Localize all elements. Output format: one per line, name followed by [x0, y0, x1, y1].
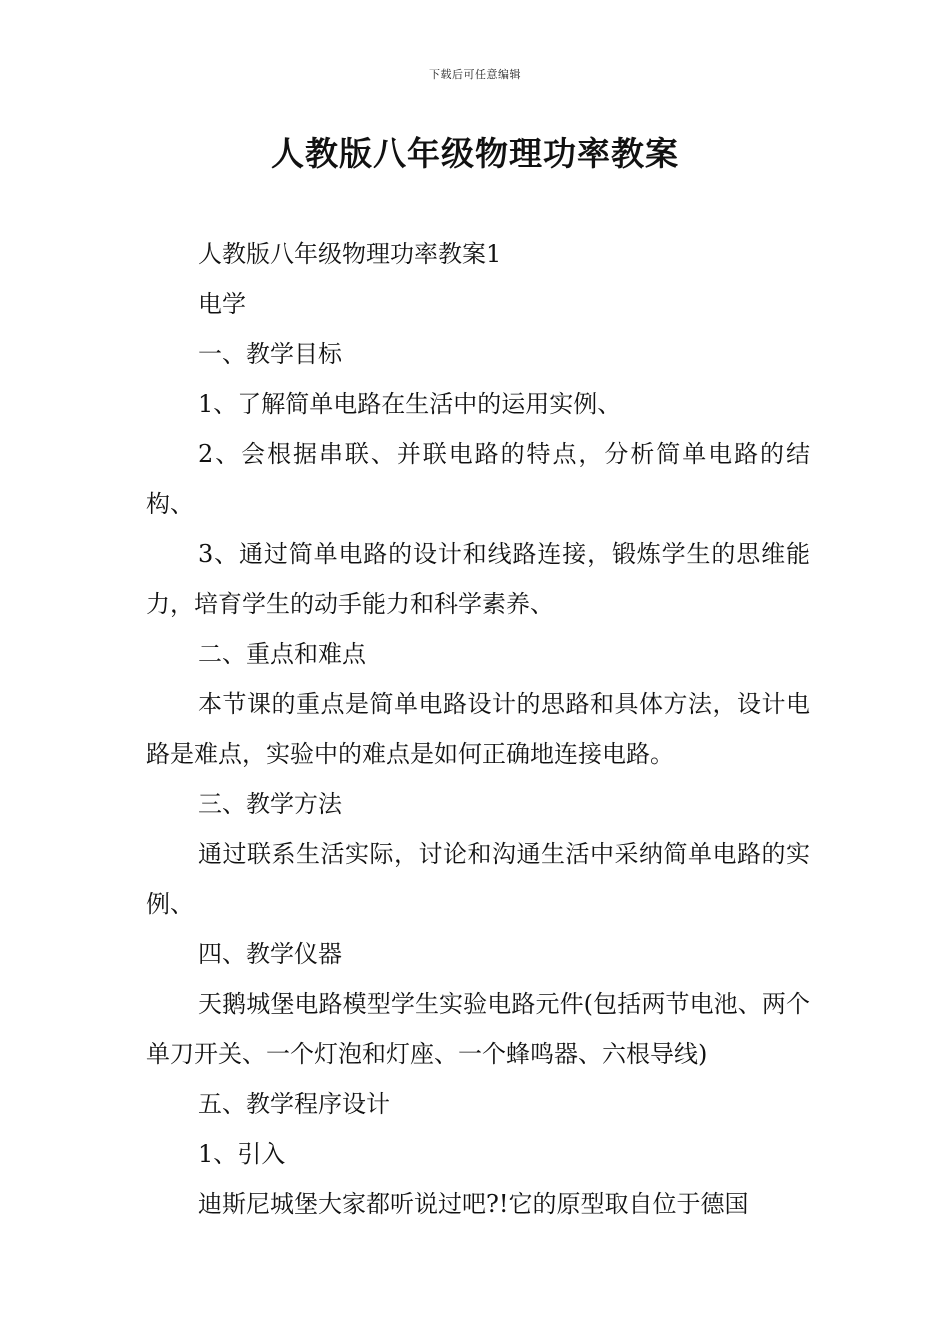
document-body	[146, 229, 810, 1229]
paragraph-section-label: 电学	[198, 290, 246, 318]
paragraph-subtitle: 人教版八年级物理功率教案1	[198, 240, 502, 268]
paragraph-heading-goals: 一、教学目标	[198, 340, 342, 368]
header-note: 下载后可任意编辑	[429, 68, 521, 81]
paragraph-heading-methods: 三、教学方法	[198, 790, 342, 818]
paragraph-intro-text: 迪斯尼城堡大家都听说过吧?!它的原型取自位于德国	[198, 1190, 749, 1218]
paragraph-goal-2: 2、会根据串联、并联电路的特点，分析简单电路的结构、	[146, 440, 810, 518]
paragraph-goal-3: 3、通过简单电路的设计和线路连接，锻炼学生的思维能力，培育学生的动手能力和科学素养、	[146, 540, 810, 618]
paragraph-key-points: 本节课的重点是简单电路设计的思路和具体方法，设计电路是难点，实验中的难点是如何正确地连接电路。	[146, 690, 810, 768]
paragraph-heading-procedure: 五、教学程序设计	[198, 1090, 390, 1118]
document-title: 人教版八年级物理功率教案	[271, 134, 679, 173]
paragraph-methods: 通过联系生活实际，讨论和沟通生活中采纳简单电路的实例、	[146, 840, 810, 918]
paragraph-goal-1: 1、了解简单电路在生活中的运用实例、	[198, 390, 622, 418]
paragraph-instruments: 天鹅城堡电路模型学生实验电路元件(包括两节电池、两个单刀开关、一个灯泡和灯座、一个蜂鸣器、六根导线)	[146, 990, 810, 1068]
paragraph-heading-instruments: 四、教学仪器	[198, 940, 342, 968]
paragraph-heading-key-points: 二、重点和难点	[198, 640, 366, 668]
paragraph-step-intro: 1、引入	[198, 1140, 286, 1168]
